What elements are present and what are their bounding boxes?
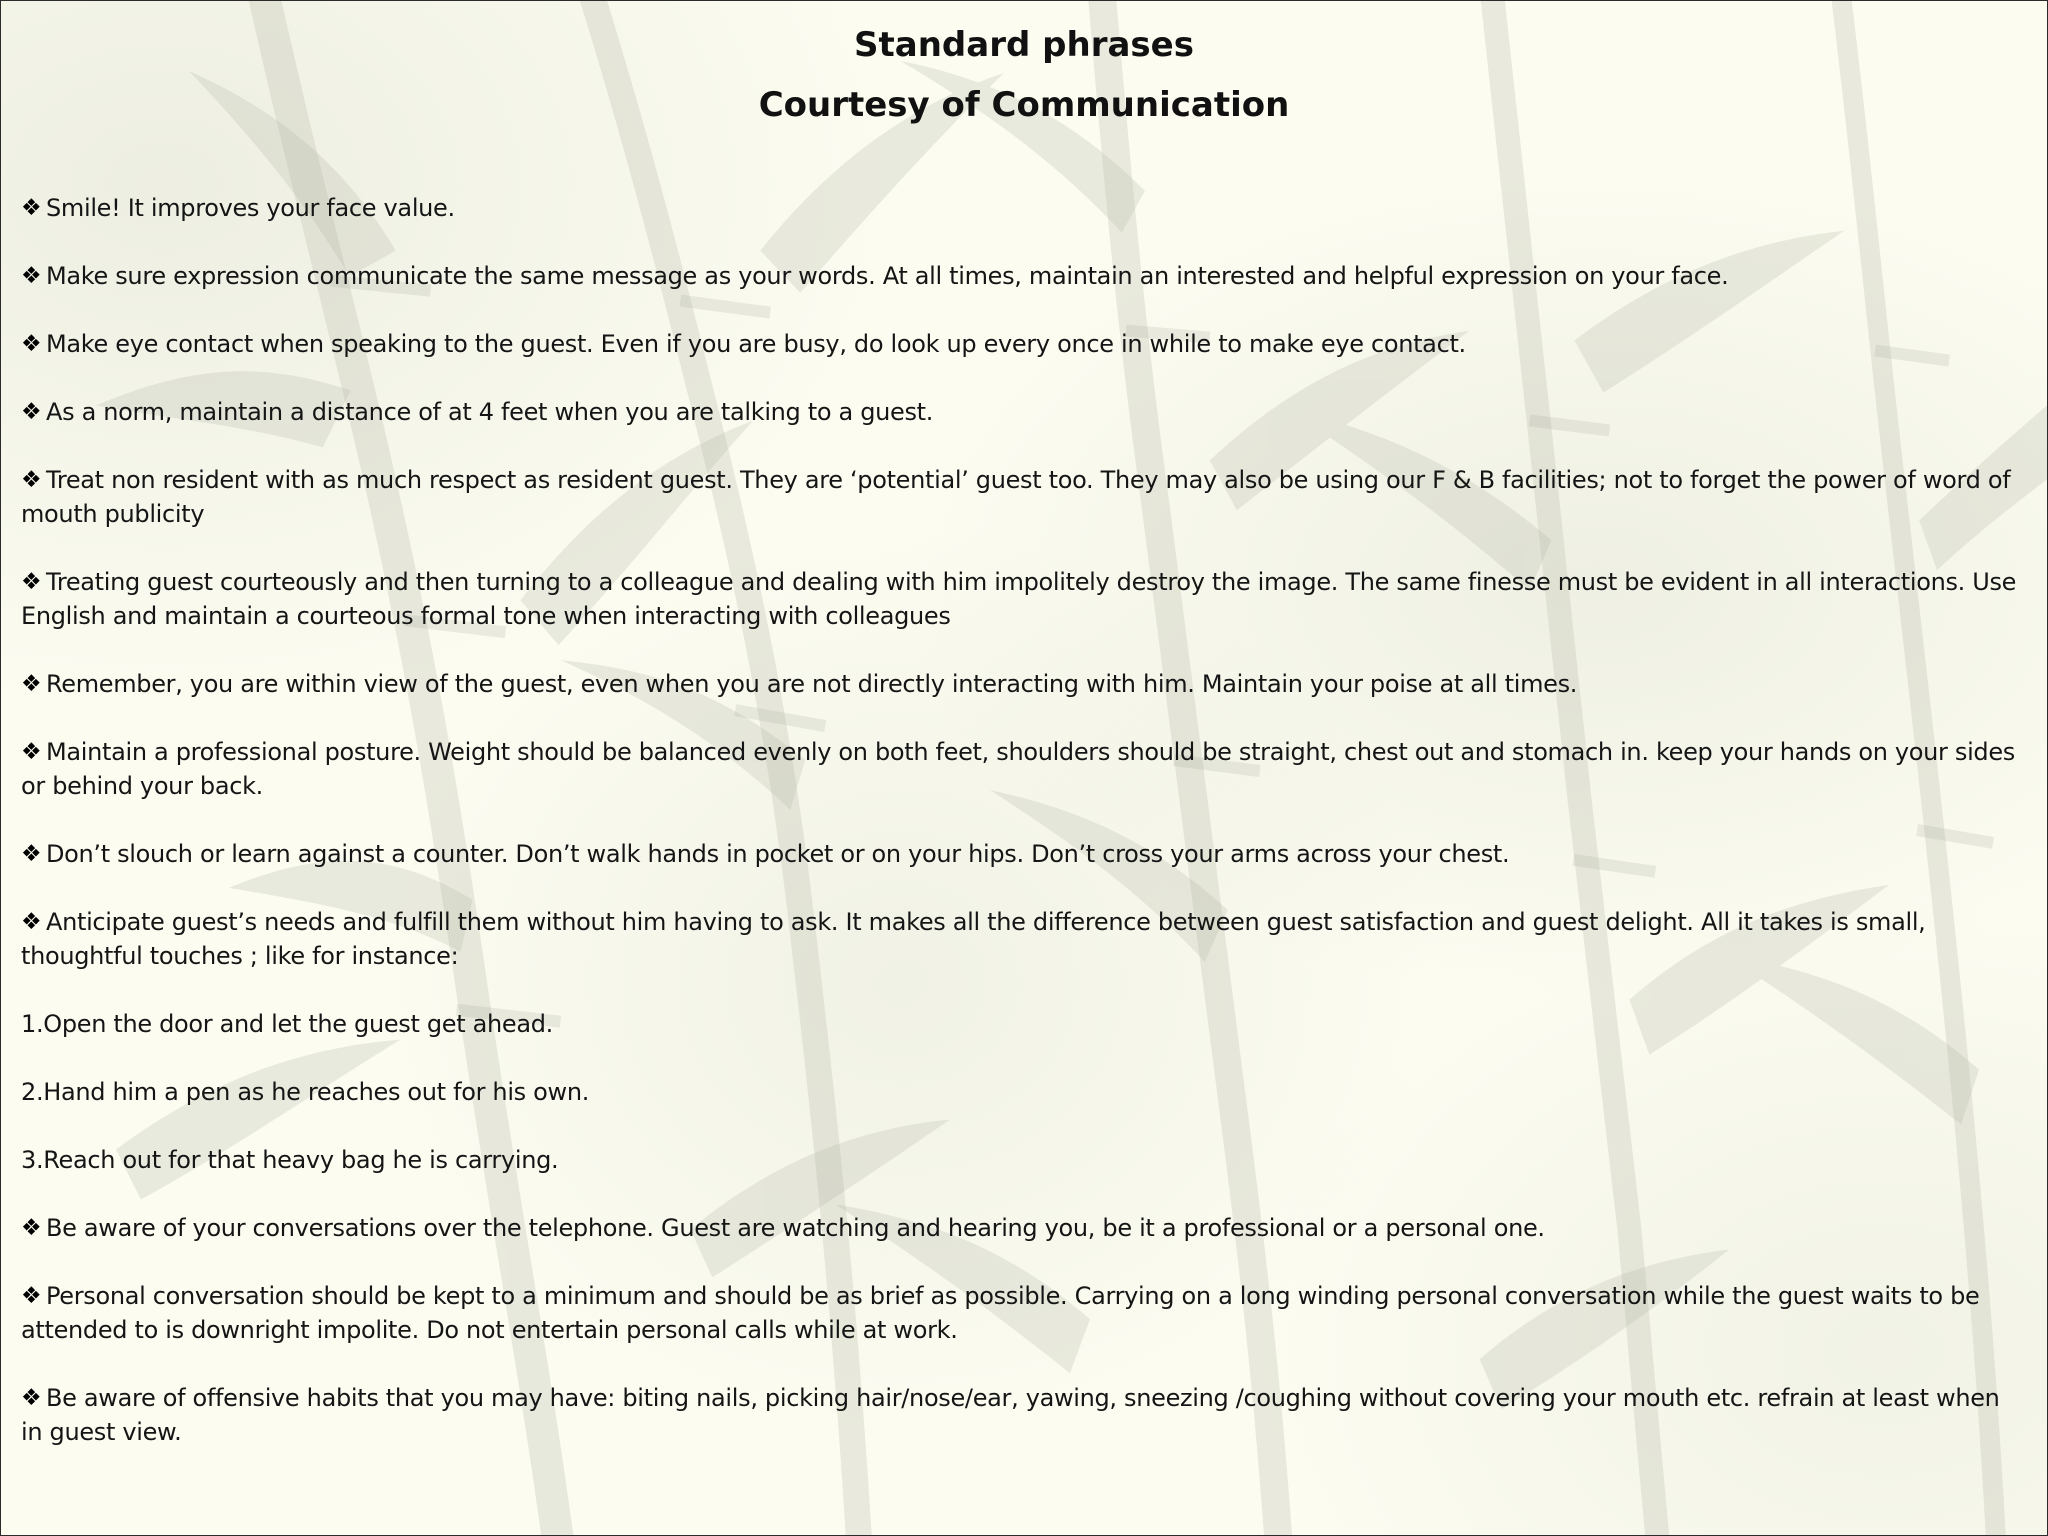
bullet-item-text: Treating guest courteously and then turning to a colleague and dealing with him impolitely destroy the image. The same finesse must be evident in all interactions. Use English and maintain a courteous formal tone when interacting with colleagues bbox=[21, 568, 2017, 630]
diamond-cluster-icon: ❖ bbox=[21, 467, 42, 493]
bullet-item-colleagues bbox=[21, 565, 2021, 633]
bullet-item-smile bbox=[21, 191, 2021, 225]
slide-content bbox=[1, 1, 2047, 1449]
bullet-item-within-view bbox=[21, 667, 2021, 701]
bullet-item-text: Remember, you are within view of the guest, even when you are not directly interacting with him. Maintain your poise at all times. bbox=[46, 670, 1578, 698]
bullet-item-text: Make sure expression communicate the same message as your words. At all times, maintain an interested and helpful expression on your face. bbox=[46, 262, 1729, 290]
bullet-item-text: Don’t slouch or learn against a counter. Don’t walk hands in pocket or on your hips. Don’t cross your arms across your chest. bbox=[46, 840, 1510, 868]
page-title: Standard phrases bbox=[854, 25, 1194, 65]
bullet-item-text: Anticipate guest’s needs and fulfill them without him having to ask. It makes all the difference between guest satisfaction and guest delight. All it takes is small, thoughtful touches ; like for instance: bbox=[21, 908, 1926, 970]
bullet-item-text: Be aware of offensive habits that you may have: biting nails, picking hair/nose/ear, yawing, sneezing /coughing without covering your mouth etc. refrain at least when in guest view. bbox=[21, 1384, 2000, 1446]
bullet-item-text: Maintain a professional posture. Weight should be balanced evenly on both feet, shoulders should be straight, chest out and stomach in. keep your hands on your sides or behind your back. bbox=[21, 738, 2015, 800]
bullet-item-text: Personal conversation should be kept to a minimum and should be as brief as possible. Carrying on a long winding personal conversation while the guest waits to be attended to is downright impolite. Do not entertain personal calls while at work. bbox=[21, 1282, 1980, 1344]
numbered-item-bag: 3.Reach out for that heavy bag he is carrying. bbox=[21, 1146, 559, 1174]
bullet-item-text: Treat non resident with as much respect as resident guest. They are ‘potential’ guest too. They may also be using our F & B facilities; not to forget the power of word of mouth publicity bbox=[21, 466, 2011, 528]
bullet-item-slouch bbox=[21, 837, 2021, 871]
diamond-cluster-icon: ❖ bbox=[21, 399, 42, 425]
bullet-item-distance bbox=[21, 395, 2021, 429]
diamond-cluster-icon: ❖ bbox=[21, 909, 42, 935]
bullet-item-text: Smile! It improves your face value. bbox=[46, 194, 455, 222]
bullet-item-non-resident bbox=[21, 463, 2021, 531]
bullet-item-eye-contact bbox=[21, 327, 2021, 361]
diamond-cluster-icon: ❖ bbox=[21, 671, 42, 697]
bullet-item-habits bbox=[21, 1381, 2021, 1449]
diamond-cluster-icon: ❖ bbox=[21, 1215, 42, 1241]
bullet-item-expression bbox=[21, 259, 2021, 293]
content-list bbox=[21, 191, 2027, 1449]
page-subtitle: Courtesy of Communication bbox=[758, 85, 1290, 125]
diamond-cluster-icon: ❖ bbox=[21, 1283, 42, 1309]
diamond-cluster-icon: ❖ bbox=[21, 263, 42, 289]
bullet-item-text: Be aware of your conversations over the telephone. Guest are watching and hearing you, be it a professional or a personal one. bbox=[46, 1214, 1545, 1242]
diamond-cluster-icon: ❖ bbox=[21, 841, 42, 867]
diamond-cluster-icon: ❖ bbox=[21, 331, 42, 357]
numbered-item-door: 1.Open the door and let the guest get ahead. bbox=[21, 1010, 553, 1038]
numbered-item-pen: 2.Hand him a pen as he reaches out for his own. bbox=[21, 1078, 590, 1106]
bullet-item-posture bbox=[21, 735, 2021, 803]
diamond-cluster-icon: ❖ bbox=[21, 195, 42, 221]
bullet-item-telephone bbox=[21, 1211, 2021, 1245]
bullet-item-text: As a norm, maintain a distance of at 4 feet when you are talking to a guest. bbox=[46, 398, 934, 426]
diamond-cluster-icon: ❖ bbox=[21, 739, 42, 765]
bullet-item-text: Make eye contact when speaking to the guest. Even if you are busy, do look up every once in while to make eye contact. bbox=[46, 330, 1466, 358]
bullet-item-personal-conversation bbox=[21, 1279, 2021, 1347]
bullet-item-anticipate bbox=[21, 905, 2021, 973]
diamond-cluster-icon: ❖ bbox=[21, 1385, 42, 1411]
diamond-cluster-icon: ❖ bbox=[21, 569, 42, 595]
